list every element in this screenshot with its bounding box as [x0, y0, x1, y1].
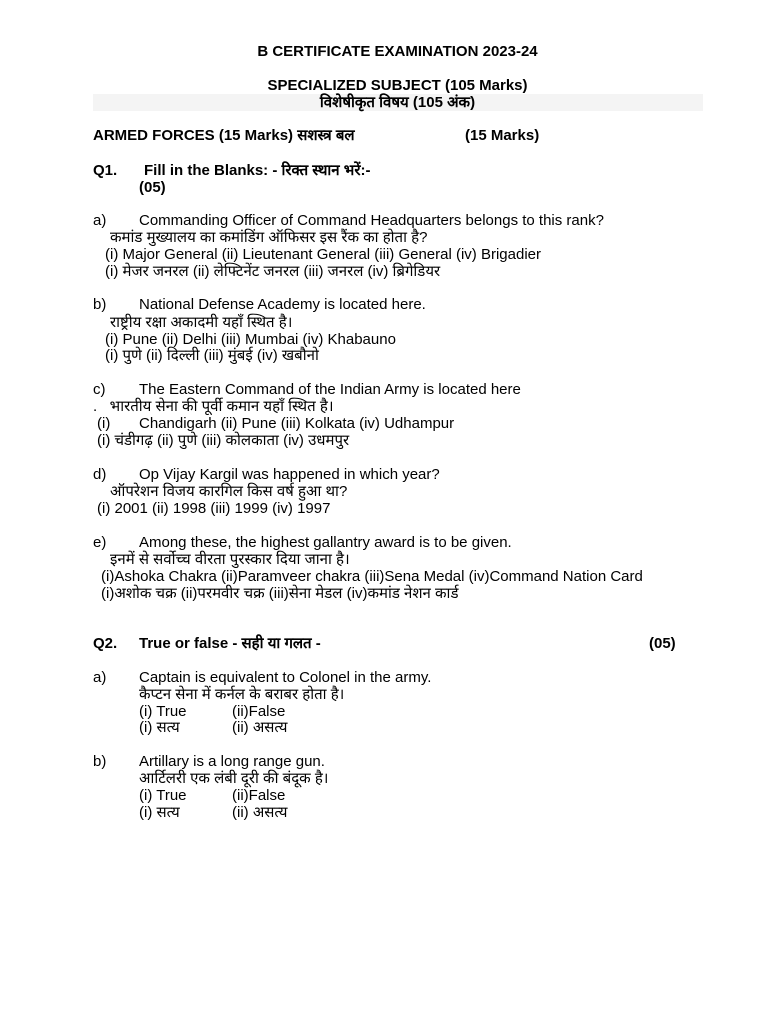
q2b-option-false: (ii)False [232, 787, 286, 804]
q1e-question: Among these, the highest gallantry award is to be given. [139, 534, 512, 551]
q1c-options-hindi: (i) चंडीगढ़ (ii) पुणे (iii) कोलकाता (iv) उधमपुर [97, 432, 350, 449]
q2-number: Q2. [93, 635, 118, 652]
q1-title: Fill in the Blanks: - रिक्त स्थान भरें:- [144, 162, 371, 179]
q1a-question-hindi: कमांड मुख्यालय का कमांडिंग ऑफिसर इस रैंक का होता है? [110, 229, 428, 246]
q1a-question: Commanding Officer of Command Headquarters belongs to this rank? [139, 212, 604, 229]
q2-title: True or false - सही या गलत - [139, 635, 321, 652]
q1b-label: b) [93, 296, 107, 313]
q2a-option-false: (ii)False [232, 703, 286, 720]
q2a-option-true-hindi: (i) सत्य [139, 719, 180, 736]
q1c-label: c) [93, 381, 106, 398]
q1e-options-hindi: (i)अशोक चक्र (ii)परमवीर चक्र (iii)सेना मेडल (iv)कमांड नेशन कार्ड [101, 585, 459, 602]
q1b-question-hindi: राष्ट्रीय रक्षा अकादमी यहाँ स्थित है। [110, 314, 293, 331]
q1b-options: (i) Pune (ii) Delhi (iii) Mumbai (iv) Khabauno [105, 331, 396, 348]
q2a-option-true: (i) True [139, 703, 187, 720]
q1d-options: (i) 2001 (ii) 1998 (iii) 1999 (iv) 1997 [97, 500, 331, 517]
q1e-question-hindi: इनमें से सर्वोच्च वीरता पुरस्कार दिया जाना है। [110, 551, 350, 568]
q2b-option-true-hindi: (i) सत्य [139, 804, 180, 821]
q1d-question: Op Vijay Kargil was happened in which year? [139, 466, 440, 483]
subject-heading-hindi: विशेषीकृत विषय (105 अंक) [319, 94, 476, 111]
q2b-question-hindi: आर्टिलरी एक लंबी दूरी की बंदूक है। [139, 770, 329, 787]
section-marks: (15 Marks) [465, 127, 540, 144]
subject-heading: SPECIALIZED SUBJECT (105 Marks) [267, 77, 528, 94]
q1d-label: d) [93, 466, 107, 483]
q2b-option-true: (i) True [139, 787, 187, 804]
q2-marks: (05) [649, 635, 676, 652]
q1c-question: The Eastern Command of the Indian Army is located here [139, 381, 521, 398]
q2b-option-false-hindi: (ii) असत्य [232, 804, 288, 821]
q1b-question: National Defense Academy is located here. [139, 296, 426, 313]
page-title: B CERTIFICATE EXAMINATION 2023-24 [257, 43, 538, 60]
q2a-question-hindi: कैप्टन सेना में कर्नल के बराबर होता है। [139, 686, 345, 703]
q2b-question: Artillary is a long range gun. [139, 753, 325, 770]
q1e-label: e) [93, 534, 107, 551]
q1c-options-number: (i) [97, 415, 111, 432]
q2a-option-false-hindi: (ii) असत्य [232, 719, 288, 736]
q2a-label: a) [93, 669, 107, 686]
q2a-question: Captain is equivalent to Colonel in the army. [139, 669, 432, 686]
q2b-label: b) [93, 753, 107, 770]
q1a-options: (i) Major General (ii) Lieutenant General (iii) General (iv) Brigadier [105, 246, 541, 263]
q1c-question-hindi: . भारतीय सेना की पूर्वी कमान यहाँ स्थित है। [93, 398, 334, 415]
q1-number: Q1. [93, 162, 118, 179]
q1c-options: Chandigarh (ii) Pune (iii) Kolkata (iv) Udhampur [139, 415, 455, 432]
q1c-question-hindi-text: भारतीय सेना की पूर्वी कमान यहाँ स्थित है। [109, 398, 334, 415]
q1e-options: (i)Ashoka Chakra (ii)Paramveer chakra (iii)Sena Medal (iv)Command Nation Card [101, 568, 643, 585]
q1-marks: (05) [139, 179, 166, 196]
q1a-label: a) [93, 212, 107, 229]
q1b-options-hindi: (i) पुणे (ii) दिल्ली (iii) मुंबई (iv) खबौनो [105, 347, 319, 364]
q1d-question-hindi: ऑपरेशन विजय कारगिल किस वर्ष हुआ था? [110, 483, 348, 500]
q1a-options-hindi: (i) मेजर जनरल (ii) लेफ्टिनेंट जनरल (iii) जनरल (iv) ब्रिगेडियर [105, 263, 441, 280]
section-heading: ARMED FORCES (15 Marks) सशस्त्र बल [93, 127, 355, 144]
